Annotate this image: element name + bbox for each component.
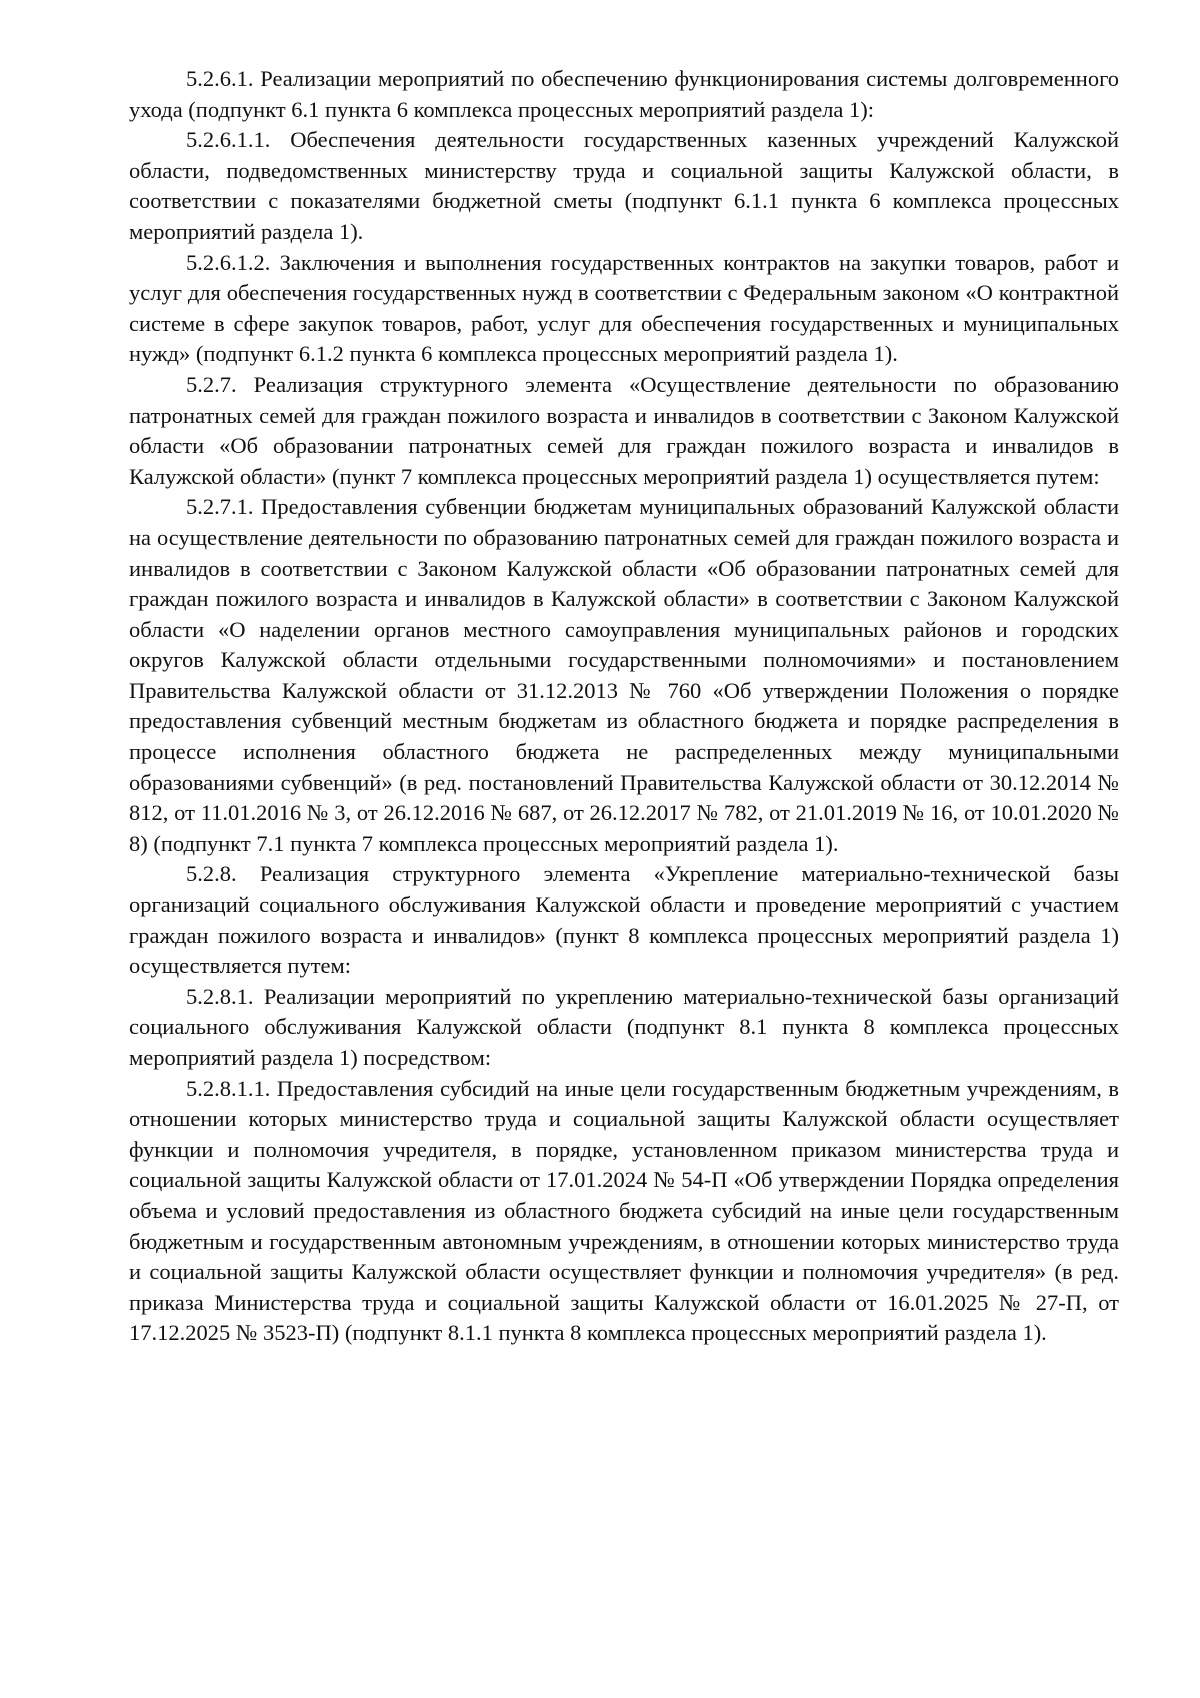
paragraph-5-2-6-1-1: 5.2.6.1.1. Обеспечения деятельности государственных казенных учреждений Калужской области, подведомственных министерству труда и социальной защиты Калужской области, в соответствии с показателями бюджетной сметы (подпункт 6.1.1 пункта 6 комплекса процессных мероприятий раздела 1). xyxy=(129,127,1119,244)
paragraph-5-2-7: 5.2.7. Реализация структурного элемента «Осуществление деятельности по образованию патронатных семей для граждан пожилого возраста и инвалидов в соответствии с Законом Калужской области «Об образовании патронатных семей для граждан пожилого возраста и инвалидов в Калужской области» (пункт 7 комплекса процессных мероприятий раздела 1) осуществляется путем: xyxy=(129,371,1119,489)
document-page xyxy=(129,64,1119,1349)
paragraph-5-2-6-1-2: 5.2.6.1.2. Заключения и выполнения государственных контрактов на закупки товаров, работ и услуг для обеспечения государственных нужд в соответствии с Федеральным законом «О контрактной системе в сфере закупок товаров, работ, услуг для обеспечения государственных и муниципальных нужд» (подпункт 6.1.2 пункта 6 комплекса процессных мероприятий раздела 1). xyxy=(129,249,1119,367)
paragraph-5-2-8-1: 5.2.8.1. Реализации мероприятий по укреплению материально-технической базы организаций социального обслуживания Калужской области (подпункт 8.1 пункта 8 комплекса процессных мероприятий раздела 1) посредством: xyxy=(129,983,1119,1070)
paragraph-5-2-6-1: 5.2.6.1. Реализации мероприятий по обеспечению функционирования системы долговременного ухода (подпункт 6.1 пункта 6 комплекса процессных мероприятий раздела 1): xyxy=(129,66,1119,122)
paragraph-5-2-8: 5.2.8. Реализация структурного элемента «Укрепление материально-технической базы организаций социального обслуживания Калужской области и проведение мероприятий с участием граждан пожилого возраста и инвалидов» (пункт 8 комплекса процессных мероприятий раздела 1) осуществляется путем: xyxy=(129,861,1119,979)
paragraph-5-2-8-1-1: 5.2.8.1.1. Предоставления субсидий на иные цели государственным бюджетным учреждениям, в отношении которых министерство труда и социальной защиты Калужской области осуществляет функции и полномочия учредителя, в порядке, установленном приказом министерства труда и социальной защиты Калужской области от 17.01.2024 № 54-П «Об утверждении Порядка определения объема и условий предоставления из областного бюджета субсидий на иные цели государственным бюджетным и государственным автономным учреждениям, в отношении которых министерство труда и социальной защиты Калужской области осуществляет функции и полномочия учредителя» (в ред. приказа Министерства труда и социальной защиты Калужской области от 16.01.2025 № 27-П, от 17.12.2025 № 3523-П) (подпункт 8.1.1 пункта 8 комплекса процессных мероприятий раздела 1). xyxy=(129,1075,1119,1346)
paragraph-5-2-7-1: 5.2.7.1. Предоставления субвенции бюджетам муниципальных образований Калужской области на осуществление деятельности по образованию патронатных семей для граждан пожилого возраста и инвалидов в соответствии с Законом Калужской области «Об образовании патронатных семей для граждан пожилого возраста и инвалидов в Калужской области» в соответствии с Законом Калужской области «О наделении органов местного самоуправления муниципальных районов и городских округов Калужской области отдельными государственными полномочиями» и постановлением Правительства Калужской области от 31.12.2013 № 760 «Об утверждении Положения о порядке предоставления субвенций местным бюджетам из областного бюджета и порядке распределения в процессе исполнения областного бюджета не распределенных между муниципальными образованиями субвенций» (в ред. постановлений Правительства Калужской области от 30.12.2014 № 812, от 11.01.2016 № 3, от 26.12.2016 № 687, от 26.12.2017 № 782, от 21.01.2019 № 16, от 10.01.2020 № 8) (подпункт 7.1 пункта 7 комплекса процессных мероприятий раздела 1). xyxy=(129,494,1119,856)
